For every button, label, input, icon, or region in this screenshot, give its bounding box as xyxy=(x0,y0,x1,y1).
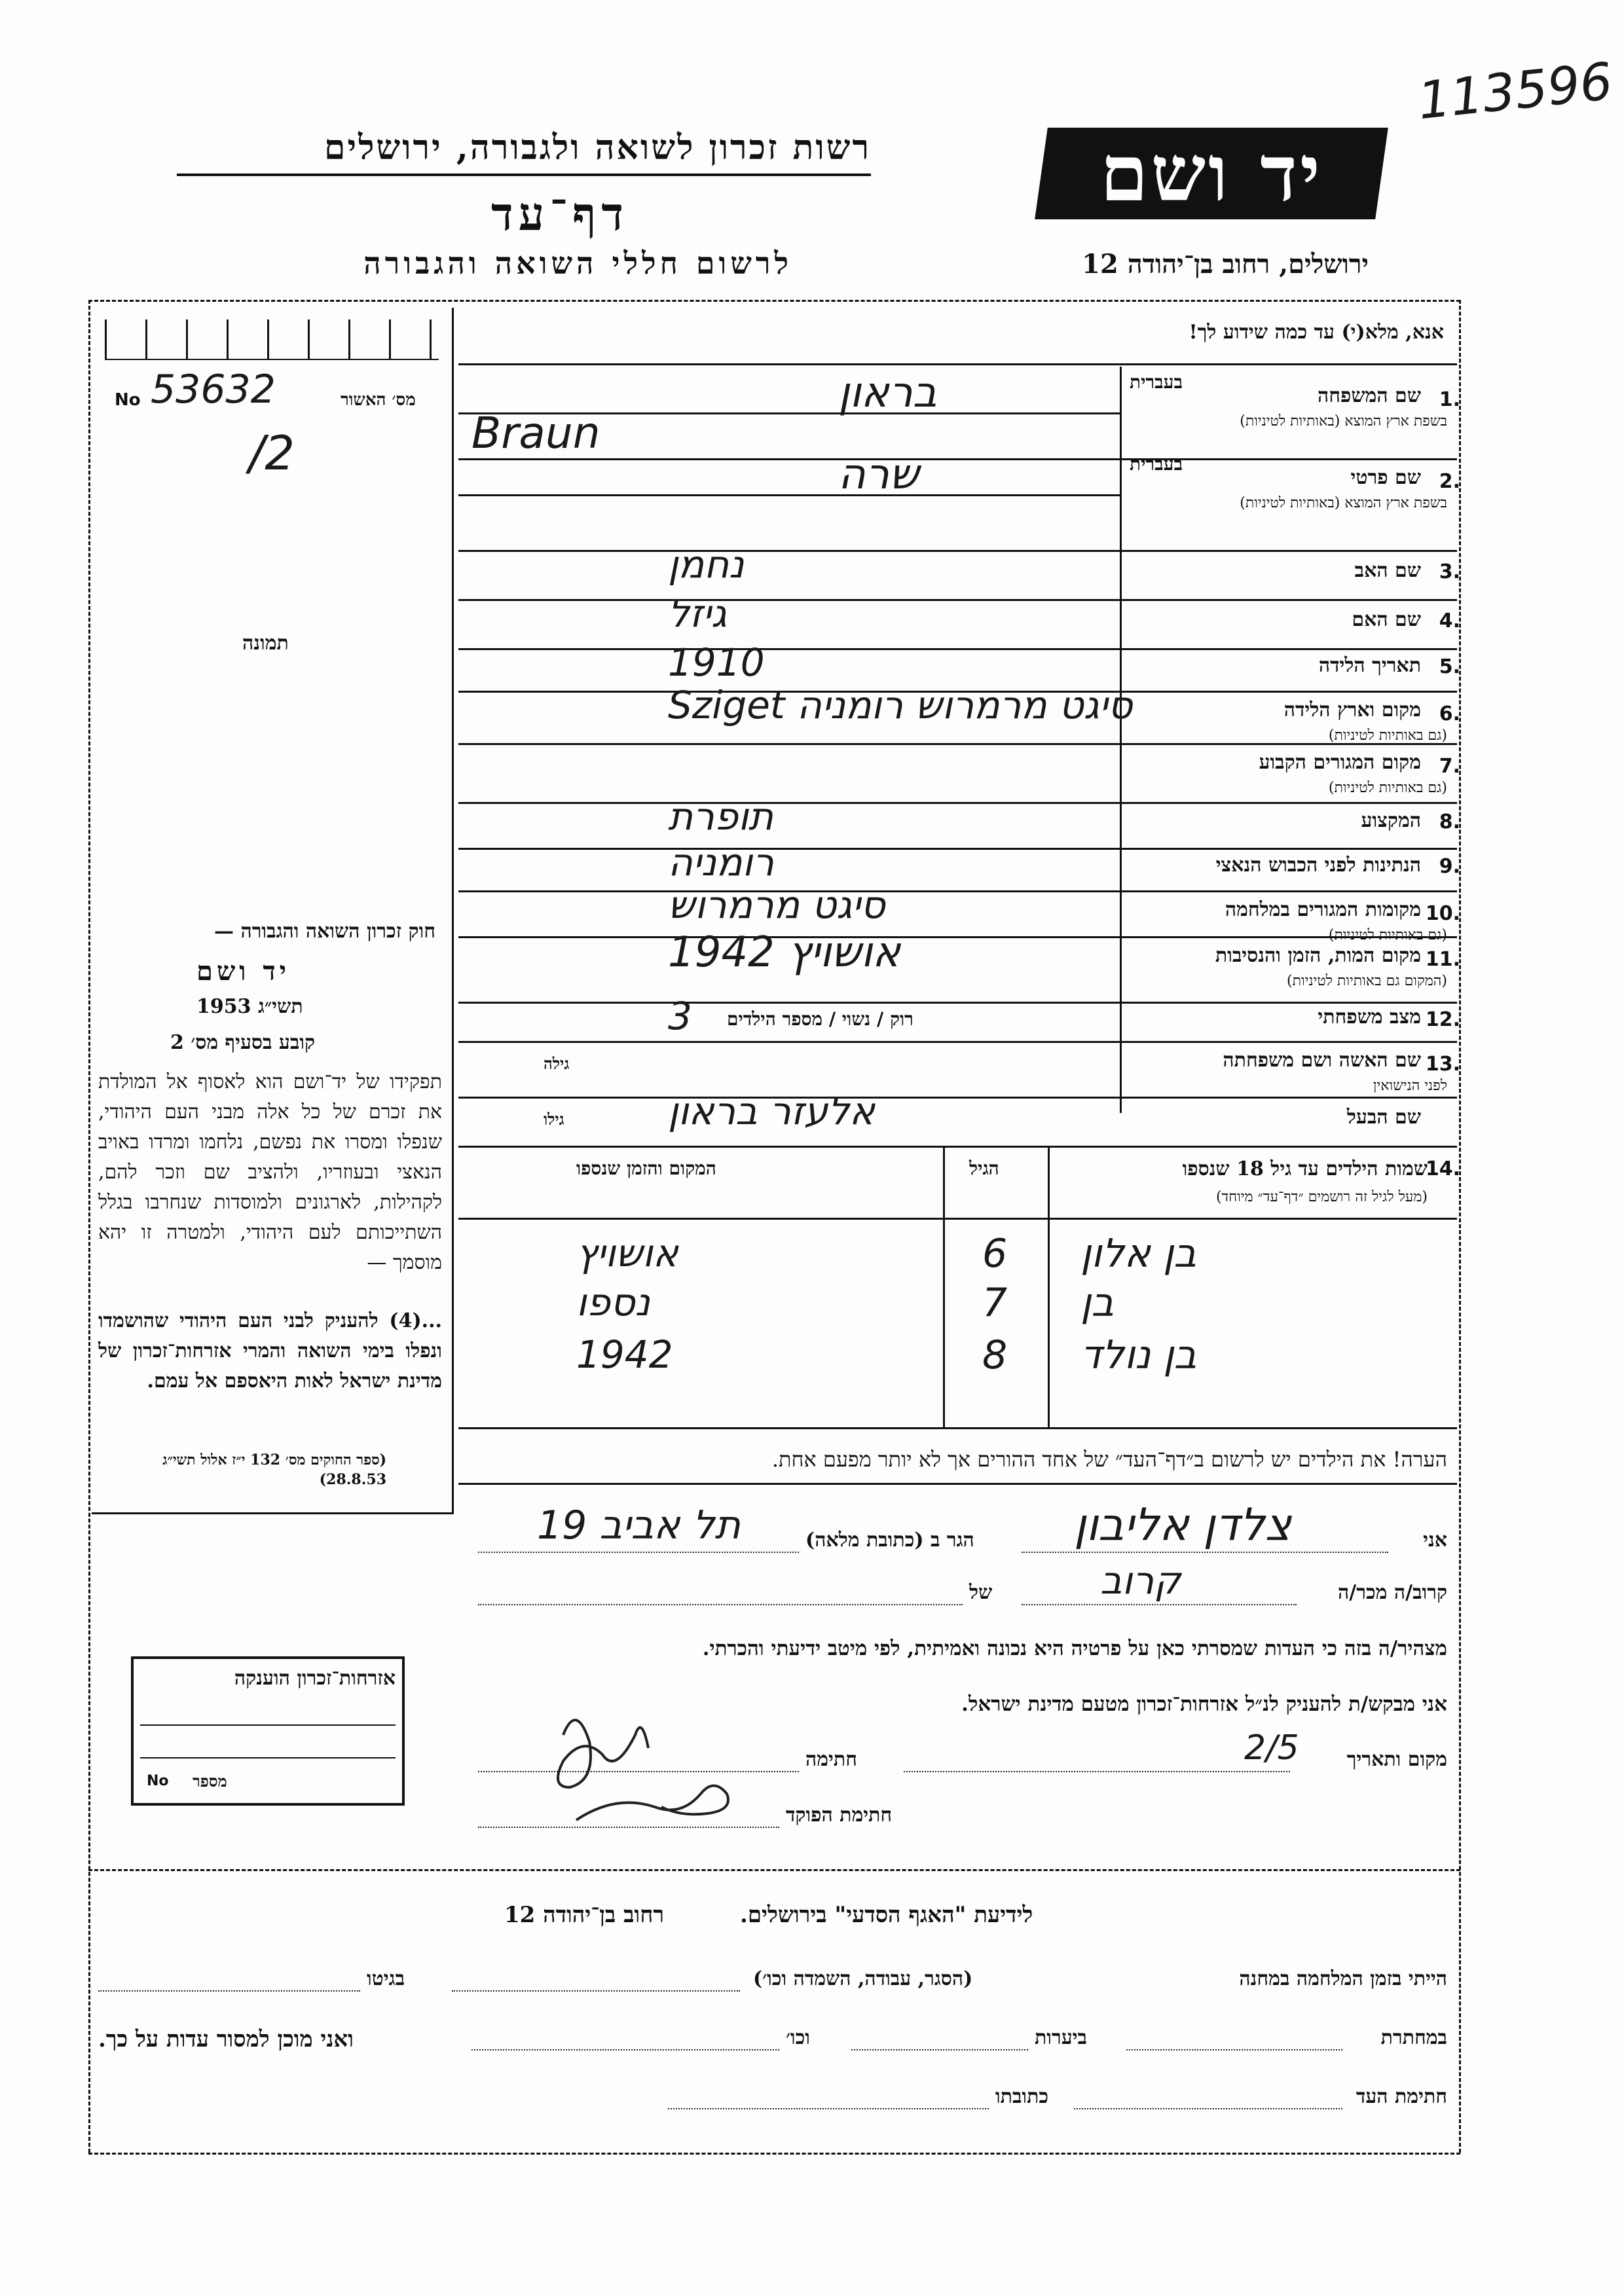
decl-place-date-label: מקום ותאריך xyxy=(1346,1748,1447,1771)
field-value-latin: Braun xyxy=(471,408,600,458)
decl-of-label: של xyxy=(969,1581,993,1604)
citizenship-box-title: אזרחות־זכרון הוענקה xyxy=(234,1667,396,1690)
field-value: אושויץ 1942 xyxy=(668,928,901,977)
footer-line2-d: ואני מוכן למסור עדות על כך. xyxy=(98,2026,354,2052)
field-label: תאריך הלידה xyxy=(1318,653,1421,677)
children-num: 14. xyxy=(1425,1157,1460,1180)
authority-underline xyxy=(177,173,871,176)
field-number: 4. xyxy=(1439,609,1460,632)
field-label: שם האם xyxy=(1352,608,1421,631)
children-header-line xyxy=(458,1218,1457,1220)
footer-separator xyxy=(88,1869,1460,1871)
footer-address: רחוב בן־יהודה 12 xyxy=(504,1902,665,1928)
cert-number: 53632 xyxy=(151,367,276,412)
field-age-label: גילה xyxy=(544,1054,570,1073)
child-place: אושויץ xyxy=(576,1231,678,1275)
children-col-age: הגיל xyxy=(969,1157,999,1179)
field-row-line xyxy=(458,599,1457,601)
decl-relation-value: קרוב xyxy=(1100,1558,1181,1603)
decl-statement: מצהיר/ה בזה כי העדות שמסרתי כאן על פרטיה היא נכונה ואמיתית, לפי מיטב ידיעתי והכרתי. xyxy=(702,1637,1447,1660)
footer-line1-dots xyxy=(452,1990,740,1992)
field-row-line xyxy=(458,1097,1457,1099)
form-subtitle: לרשום חללי השואה והגבורה xyxy=(363,246,792,281)
cert-label: מס׳ האשור xyxy=(341,390,416,410)
field-sublabel: (המקום גם באותיות לטיניות) xyxy=(1287,973,1447,989)
footer-line2-dots2 xyxy=(851,2049,1028,2050)
field-value: שרה xyxy=(838,450,919,499)
children-top-line xyxy=(458,1146,1457,1148)
field-value: תופרת xyxy=(668,794,774,839)
footer-line3-dots2 xyxy=(668,2108,989,2109)
decl-witness-address: תל אביב 19 xyxy=(537,1503,741,1548)
field-label: מקום המגורים הקבוע xyxy=(1259,751,1421,774)
child-place: נספו xyxy=(576,1280,650,1324)
footer-line1-c: בגיטו xyxy=(367,1967,405,1990)
note-text: הערה! את הילדים יש לרשום ב״דף־העד״ של אחד ההורים אך לא יותר מפעם אחת. xyxy=(771,1447,1447,1472)
decl-relation-label: קרוב/ה מכר/ה xyxy=(1338,1581,1447,1604)
photo-label: תמונה xyxy=(242,632,289,655)
decl-official-label: חתימת הפוקד xyxy=(786,1804,893,1827)
field-label: שם הבעל xyxy=(1346,1105,1421,1129)
field-row-line xyxy=(458,550,1457,552)
citizenship-box xyxy=(131,1656,405,1806)
child-name: בן אלון xyxy=(1080,1231,1197,1277)
field-row-line xyxy=(458,1002,1457,1004)
intro-text: אנא, מלא(י) עד כמה שידוע לך! xyxy=(1189,321,1444,344)
law-text: תפקידו של יד־ושם הוא לאסוף אל המולדת את זכרם של כל אלה מבני העם היהודי, שנפלו ומסרו את נפשם, נלחמו ומרדו באויב הנאצי ובעוזריו, ולהציב שם וזכר להם, לקהילות, לארגונים ולמוסדות שנחרבו בגלל השתייכותם לעם היהודי, ולמטרה זו יהא מוסמך — xyxy=(98,1070,442,1274)
decl-of-line xyxy=(478,1604,963,1605)
children-title: שמות הילדים עד גיל 18 שנספו xyxy=(1182,1157,1428,1180)
field-label: הנתינות לפני הכבוש הנאצי xyxy=(1215,853,1421,877)
left-panel-bottom xyxy=(92,1512,454,1514)
label-column-divider xyxy=(1120,367,1122,1113)
field-number: 9. xyxy=(1439,854,1460,878)
footer-line3-b: כתובתו xyxy=(995,2085,1049,2108)
field-value: רומניה xyxy=(668,840,775,884)
children-col1 xyxy=(943,1146,945,1427)
field-number: 6. xyxy=(1439,702,1460,725)
field-value: סיגט מרמרוש רומניה Sziget xyxy=(668,683,1133,727)
footer-line1-dots2 xyxy=(98,1990,360,1992)
footer-line1-a: הייתי בזמן המלחמה במחנה xyxy=(1239,1967,1447,1990)
footer-line2-dots1 xyxy=(1126,2049,1342,2050)
field-sublabel: (גם באותיות לטיניות) xyxy=(1328,780,1447,796)
logo-text: יד ושם xyxy=(1099,128,1323,219)
law-title: חוק זכרון השואה והגבורה — xyxy=(214,920,435,943)
field-label: שם האשה ושם משפחתה xyxy=(1223,1049,1421,1072)
citizenship-box-mark: No xyxy=(147,1773,169,1789)
field-value: סיגט מרמרוש xyxy=(668,883,885,927)
field-number: 5. xyxy=(1439,655,1460,678)
children-title-sub: (מעל לגיל זה רושמים ״דף־עד״ מיוחד) xyxy=(1215,1189,1428,1205)
field-label: מקום המות, הזמן והנסיבות xyxy=(1215,944,1421,967)
child-age: 6 xyxy=(982,1231,1008,1277)
cert-mark: No xyxy=(115,390,141,410)
field-number: 10. xyxy=(1425,902,1460,925)
children-bottom-line xyxy=(458,1427,1457,1429)
field-number: 1. xyxy=(1439,388,1460,411)
field-number: 2. xyxy=(1439,470,1460,493)
footer-line2-dots3 xyxy=(471,2049,779,2050)
field-number: 13. xyxy=(1425,1053,1460,1076)
cert-tick-row xyxy=(105,319,439,359)
field-number: 12. xyxy=(1425,1008,1460,1031)
field-number: 3. xyxy=(1439,560,1460,583)
field-number: 7. xyxy=(1439,755,1460,778)
field-status-options: רוק / נשוי / מספר הילדים xyxy=(727,1008,913,1030)
field-label: מצב משפחתי xyxy=(1318,1006,1421,1029)
footer-line2-c: וכו׳ xyxy=(786,2026,810,2049)
cert-suffix: /2 xyxy=(249,426,295,481)
law-text-4: ...(4) להעניק לבני העם היהודי שהושמדו ונפלו בימי השואה והמרי אזרחות־זכרון של מדינת ישראל לאות היאספם אל עמם. xyxy=(98,1309,442,1393)
children-col-place: המקום והזמן שנספו xyxy=(576,1157,716,1179)
intro-underline xyxy=(458,363,1457,365)
field-hebrew-tag: בעברית xyxy=(1130,453,1183,475)
decl-witness-name: צלדן אליבון xyxy=(1074,1499,1291,1551)
field-sublabel: (גם באותיות לטיניות) xyxy=(1328,927,1447,943)
decl-residing-label: הגר ב (כתובת מלאה) xyxy=(805,1529,974,1552)
field-value: 1910 xyxy=(668,640,765,685)
field-label: מקום וארץ הלידה xyxy=(1283,699,1421,721)
law-year: תשי״ג 1953 xyxy=(196,995,303,1018)
decl-address-line xyxy=(478,1552,799,1553)
decl-name-line xyxy=(1022,1552,1388,1553)
field-row-line xyxy=(458,936,1457,938)
yad-vashem-logo xyxy=(1035,128,1388,219)
form-border-left xyxy=(88,300,90,2153)
field-value: אלעזר בראון xyxy=(668,1089,875,1133)
field-sublabel: בשפת ארץ המוצא (באותיות לטיניות) xyxy=(1240,413,1447,429)
footer-line2-a: במחתרת xyxy=(1380,2026,1447,2049)
field-row-line xyxy=(458,1041,1457,1043)
form-title: דף־עד xyxy=(490,187,629,241)
child-name: בן xyxy=(1080,1280,1115,1326)
field-label: מקומות המגורים במלחמה xyxy=(1225,898,1421,921)
field-value: נחמן xyxy=(668,542,745,587)
field-value: 3 xyxy=(668,994,692,1038)
decl-place-date-value: 2/5 xyxy=(1244,1728,1299,1768)
form-border-bottom xyxy=(88,2153,1460,2155)
field-row-line xyxy=(458,743,1457,745)
law-name: יד ושם xyxy=(196,956,291,987)
field-row-line xyxy=(458,890,1457,892)
field-label: שם האב xyxy=(1354,558,1421,582)
field-label: שם המשפחה xyxy=(1317,384,1421,407)
law-source: (ספר החוקים מס׳ 132 י״ז אלול תשי״ג 28.8.53) xyxy=(162,1451,386,1488)
child-name: בן נולד xyxy=(1080,1332,1197,1378)
child-age: 7 xyxy=(982,1280,1008,1326)
decl-i-label: אני xyxy=(1423,1529,1447,1552)
footer-line3-dots1 xyxy=(1074,2108,1342,2109)
citizenship-box-number-label: מספר xyxy=(193,1772,227,1791)
decl-request: אני מבקש/ת להעניק לנ״ל אזרחות־זכרון מטעם מדינת ישראל. xyxy=(961,1692,1447,1716)
field-hebrew-tag: בעברית xyxy=(1130,371,1183,393)
field-row-line xyxy=(458,458,1457,460)
footer-line1-b: (הסגר, עבודה, השמדה וכו׳) xyxy=(753,1967,973,1990)
field-value: גיזל xyxy=(668,591,727,636)
witness-signature xyxy=(537,1696,786,1846)
decl-signature-label: חתימה xyxy=(805,1748,857,1771)
field-value: בראון xyxy=(838,369,937,417)
decl-relation-line xyxy=(1022,1604,1297,1605)
field-number: 8. xyxy=(1439,811,1460,833)
archive-number: 113596 xyxy=(1415,52,1615,132)
left-panel-divider xyxy=(452,308,454,1512)
child-place: 1942 xyxy=(576,1332,673,1377)
field-sublabel: בשפת ארץ המוצא (באותיות לטיניות) xyxy=(1240,495,1447,511)
decl-place-date-line xyxy=(904,1771,1290,1772)
child-age: 8 xyxy=(982,1332,1008,1378)
field-row-line xyxy=(458,848,1457,850)
field-label: המקצוע xyxy=(1361,809,1421,832)
field-sublabel: (גם באותיות לטיניות) xyxy=(1328,727,1447,744)
children-col2 xyxy=(1048,1146,1050,1427)
field-sublabel: לפני הנישואין xyxy=(1373,1078,1447,1094)
footer-line3-a: חתימת העד xyxy=(1356,2085,1447,2108)
field-row-line xyxy=(458,648,1457,650)
footer-title: לידיעת "האגף הסדעי" בירושלים. xyxy=(740,1902,1033,1928)
field-label: שם פרטי xyxy=(1350,466,1421,489)
header-address: ירושלים, רחוב בן־יהודה 12 xyxy=(1082,249,1369,280)
field-row-line xyxy=(458,802,1457,804)
authority-title: רשות זכרון לשואה ולגבורה, ירושלים xyxy=(324,128,871,168)
law-clause: קובע בסעיף מס׳ 2 xyxy=(170,1031,316,1054)
form-border-top xyxy=(88,300,1460,302)
field-hebrew-separator xyxy=(458,494,1120,496)
field-number: 11. xyxy=(1425,948,1460,971)
note-underline xyxy=(458,1483,1457,1485)
footer-line2-b: ביערות xyxy=(1035,2026,1088,2049)
field-age-label: גילו xyxy=(544,1110,564,1129)
